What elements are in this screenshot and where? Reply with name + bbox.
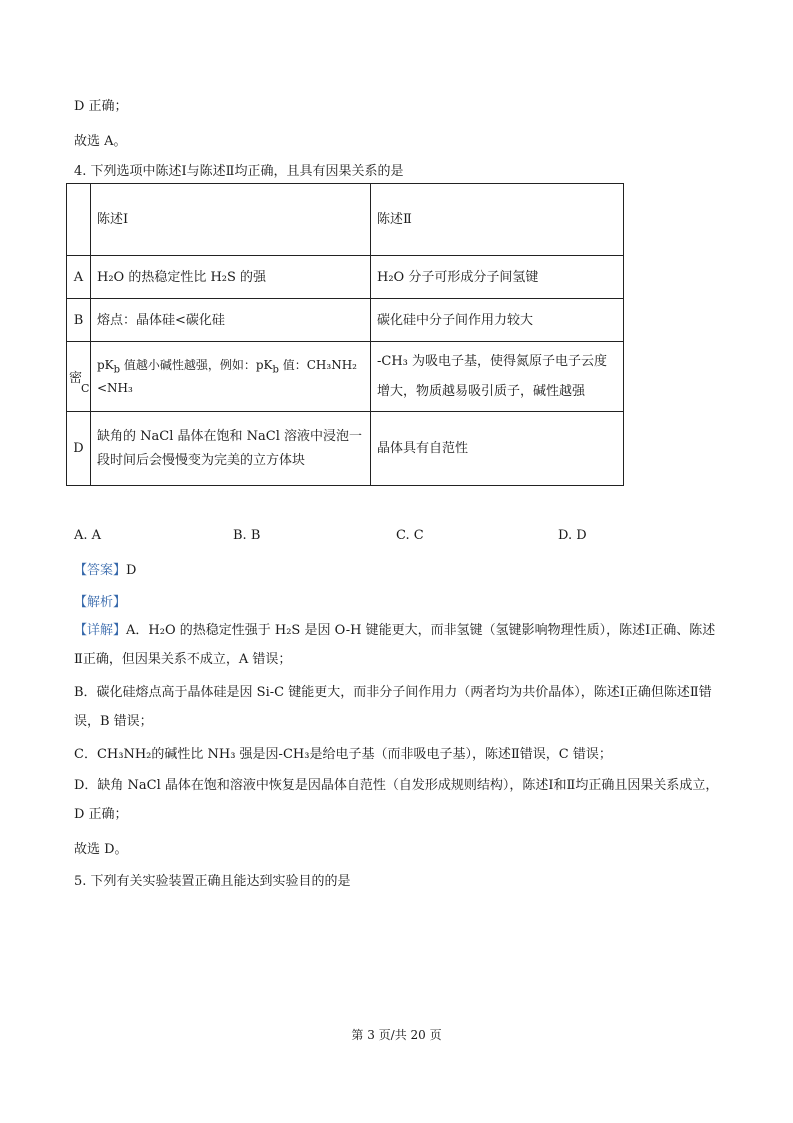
detail-text: A．H₂O 的热稳定性强于 H₂S 是因 O-H 键能更大，而非氢键（氢键影响物理性质），陈述Ⅰ正确、陈述Ⅱ正确，但因果关系不成立，A 错误； (74, 623, 716, 667)
statement-text: <NH₃ (97, 381, 133, 396)
statement-2: 晶体具有自范性 (371, 412, 624, 486)
conclusion: 故选 D。 (74, 842, 128, 857)
statement-text: 值越小碱性越强，例如：pK (120, 357, 273, 372)
statement-1: 熔点：晶体硅<碳化硅 (91, 299, 371, 342)
option-key (67, 342, 91, 412)
choice-d: D. D (558, 528, 587, 543)
detail-paragraph-d: D．缺角 NaCl 晶体在饱和溶液中恢复是因晶体自范性（自发形成规则结构），陈述Ⅰ和Ⅱ均正确且因果关系成立，D 正确； (74, 778, 719, 822)
subscript: b (113, 364, 121, 376)
option-key: B (67, 299, 91, 342)
detail-tag: 【详解】 (74, 623, 127, 638)
statement-1: 缺角的 NaCl 晶体在饱和 NaCl 溶液中浸泡一段时间后会慢慢变为完美的立方体块 (91, 412, 371, 486)
analysis-tag-text: 【解析】 (74, 595, 127, 610)
table-row (67, 412, 624, 486)
answer-line (74, 559, 136, 578)
statement-text: 值：CH₃NH₂ (278, 357, 357, 372)
answer-tag: 【答案】 (74, 563, 127, 578)
watermark-overlay: 密 (69, 371, 83, 386)
statement-text: pK (97, 357, 114, 372)
statement-1: H₂O 的热稳定性比 H₂S 的强 (91, 256, 371, 299)
detail-paragraph-a (74, 616, 724, 674)
table-row (67, 256, 624, 299)
detail-paragraph-c: C．CH₃NH₂的碱性比 NH₃ 强是因-CH₃是给电子基（而非吸电子基），陈述Ⅱ错误，C 错误； (74, 747, 612, 762)
detail-paragraph-b: B．碳化硅熔点高于晶体硅是因 Si-C 键能更大，而非分子间作用力（两者均为共价晶体），陈述Ⅰ正确但陈述Ⅱ错误，B 错误； (74, 685, 712, 729)
choice-b: B. B (233, 528, 261, 543)
subscript: b (272, 364, 279, 376)
statement-2: 碳化硅中分子间作用力较大 (371, 299, 624, 342)
text-line: 故选 A。 (74, 134, 127, 149)
table-row (67, 299, 624, 342)
table-header-row (67, 184, 624, 256)
table-row (67, 342, 624, 412)
table-header-cell: 陈述Ⅰ (91, 184, 371, 256)
table-header-cell: 陈述Ⅱ (371, 184, 624, 256)
statement-2: -CH₃ 为吸电子基，使得氮原子电子云度增大，物质越易吸引质子，碱性越强 (371, 342, 624, 412)
answer-value: D (126, 563, 137, 578)
table-header-cell (67, 184, 91, 256)
option-key-label: C (81, 382, 90, 395)
text-line: D 正确； (74, 99, 128, 114)
statement-2: H₂O 分子可形成分子间氢键 (371, 256, 624, 299)
question-stem: 4. 下列选项中陈述Ⅰ与陈述Ⅱ均正确，且具有因果关系的是 (74, 164, 404, 179)
page-footer: 第 3 页/共 20 页 (351, 1028, 442, 1042)
next-question-stem: 5. 下列有关实验装置正确且能达到实验目的的是 (74, 874, 351, 889)
choice-a: A. A (74, 528, 102, 543)
statement-1 (91, 342, 371, 412)
option-key: A (67, 256, 91, 299)
analysis-tag (74, 591, 126, 610)
option-key: D (67, 412, 91, 486)
choice-c: C. C (396, 528, 424, 543)
statement-table (66, 183, 624, 486)
